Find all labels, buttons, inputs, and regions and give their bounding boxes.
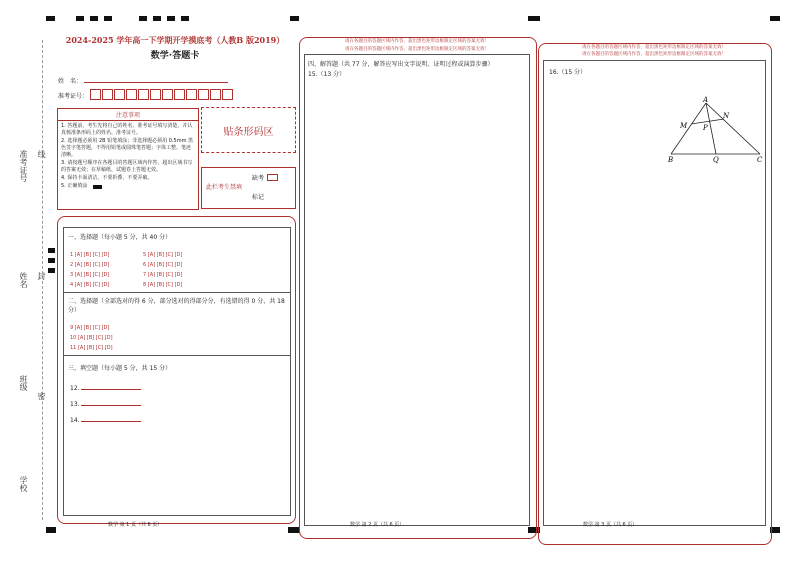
page-subtitle: 数学·答题卡 xyxy=(150,51,200,61)
side-label-tight: 密 xyxy=(37,392,46,400)
timing-mark xyxy=(90,16,98,21)
choice-row[interactable]: 3 [A] [B] [C] [D] xyxy=(70,272,110,278)
figure-label-n: N xyxy=(723,112,730,120)
figure-label-m: M xyxy=(680,122,688,130)
fill-blank-row[interactable]: 12. xyxy=(70,381,141,397)
timing-mark xyxy=(181,16,189,21)
section1-box xyxy=(63,227,291,293)
note-item: 3. 请按题号顺序在各题目的答题区域内作答，超出区域书写的答案无效；在草稿纸、试题卷上答题无效。 xyxy=(61,160,193,173)
side-label-name: 姓名 xyxy=(19,272,28,288)
id-cell[interactable] xyxy=(150,89,161,100)
id-cell[interactable] xyxy=(102,89,113,100)
name-field[interactable] xyxy=(84,82,228,83)
section3-box xyxy=(63,355,291,516)
warning-top-3b: 请在各题目的答题区域内作答，超出黑色矩形边框限定区域的答案无效！ xyxy=(582,52,726,57)
id-cell[interactable] xyxy=(162,89,173,100)
absent-checkbox[interactable] xyxy=(267,174,278,181)
id-cell[interactable] xyxy=(210,89,221,100)
note-item: 1. 答题前，考生先将自己的姓名、准考证号填写清楚，并认真核准条形码上的姓名、准考证号。 xyxy=(61,123,193,136)
footer-page-1: 数学 第 1 页（共 6 页） xyxy=(108,522,163,528)
choice-row[interactable]: 7 [A] [B] [C] [D] xyxy=(143,272,183,278)
section2-title: 二、选择题（全部选对的得 6 分，部分选对的得部分分，有选错的得 0 分，共 18 分） xyxy=(68,298,285,314)
timing-mark xyxy=(167,16,175,21)
name-label: 姓 名： xyxy=(58,76,228,85)
figure-label-b: B xyxy=(668,156,674,164)
id-cell[interactable] xyxy=(138,89,149,100)
side-label-line: 线 xyxy=(37,150,46,158)
choice-row[interactable]: 11 [A] [B] [C] [D] xyxy=(70,345,113,351)
timing-mark xyxy=(104,16,112,21)
note-item-fill-example: 5. 正确填涂 xyxy=(61,183,195,190)
section3-title: 三、填空题（每小题 5 分，共 15 分） xyxy=(68,365,172,372)
note-item: 2. 选择题必须用 2B 铅笔填涂；非选择题必须用 0.5mm 黑色签字笔答题，不得用铅笔或圆珠笔答题；字体工整、笔迹清晰。 xyxy=(61,138,194,158)
timing-mark xyxy=(48,248,55,253)
timing-mark xyxy=(290,16,299,21)
choice-row[interactable]: 8 [A] [B] [C] [D] xyxy=(143,282,183,288)
id-cell[interactable] xyxy=(114,89,125,100)
timing-mark xyxy=(46,16,55,21)
ticket-id-label: 准考证号： xyxy=(58,93,89,100)
choice-row[interactable]: 4 [A] [B] [C] [D] xyxy=(70,282,110,288)
question-16-label: 16.（15 分） xyxy=(549,69,587,76)
absent-box xyxy=(201,167,296,209)
id-cell[interactable] xyxy=(186,89,197,100)
warning-top-2b: 请在各题目的答题区域内作答，超出黑色矩形边框限定区域的答案无效！ xyxy=(345,47,489,52)
fill-blank-row[interactable]: 13. xyxy=(70,397,141,413)
figure-label-q: Q xyxy=(713,156,719,164)
note-item: 4. 保持卡面清洁，不要折叠、不要弄破。 xyxy=(61,175,153,181)
section4-title: 四、解答题（共 77 分，解答应写出文字说明、证明过程或演算步骤） xyxy=(308,61,494,68)
footer-page-2: 数学 第 2 页（共 6 页） xyxy=(350,522,405,528)
choice-row[interactable]: 10 [A] [B] [C] [D] xyxy=(70,335,113,341)
figure-label-p: P xyxy=(703,124,708,132)
id-cell[interactable] xyxy=(90,89,101,100)
choice-row[interactable]: 5 [A] [B] [C] [D] xyxy=(143,252,183,258)
side-label-school: 学校 xyxy=(19,476,28,492)
timing-mark xyxy=(76,16,84,21)
id-cell[interactable] xyxy=(198,89,209,100)
warning-top-3: 请在各题目的答题区域内作答，超出黑色矩形边框限定区域的答案无效！ xyxy=(582,45,726,50)
filled-mark-sample xyxy=(93,185,102,189)
absent-mark-label: 标记 xyxy=(252,194,265,201)
timing-mark xyxy=(153,16,161,21)
choice-row[interactable]: 6 [A] [B] [C] [D] xyxy=(143,262,183,268)
figure-label-c: C xyxy=(757,156,763,164)
binding-line xyxy=(42,40,43,520)
section2-box xyxy=(63,291,291,356)
timing-mark xyxy=(139,16,147,21)
id-cell[interactable] xyxy=(174,89,185,100)
absent-note: 此栏考生禁填 xyxy=(206,184,243,191)
notes-title: 注意事项 xyxy=(58,109,198,121)
side-label-seal: 封 xyxy=(37,272,46,280)
timing-mark xyxy=(46,527,56,533)
page-title: 2024-2025 学年高一下学期开学摸底考（人教B 版2019） xyxy=(65,35,285,45)
footer-page-3: 数学 第 3 页（共 6 页） xyxy=(583,522,638,528)
timing-mark xyxy=(528,16,540,21)
choice-row[interactable]: 1 [A] [B] [C] [D] xyxy=(70,252,110,258)
section4-box[interactable] xyxy=(304,54,530,526)
timing-mark xyxy=(48,258,55,263)
section1-title: 一、选择题（每小题 5 分，共 40 分） xyxy=(68,234,172,241)
ticket-id-row xyxy=(58,89,234,102)
triangle-figure xyxy=(660,94,770,166)
id-cell[interactable] xyxy=(126,89,137,100)
absent-label: 缺考 xyxy=(252,175,265,182)
barcode-area: 贴条形码区 xyxy=(201,107,296,153)
side-label-class: 班级 xyxy=(19,375,28,391)
side-label-ticket: 准考证号 xyxy=(19,150,28,182)
warning-top-2: 请在各题目的答题区域内作答，超出黑色矩形边框限定区域的答案无效！ xyxy=(345,39,489,44)
figure-label-a: A xyxy=(703,96,709,104)
timing-mark xyxy=(48,268,55,273)
fill-blank-row[interactable]: 14. xyxy=(70,413,141,429)
choice-row[interactable]: 2 [A] [B] [C] [D] xyxy=(70,262,110,268)
question-15-label: 15.（13 分） xyxy=(308,71,346,78)
id-cell[interactable] xyxy=(222,89,233,100)
timing-mark xyxy=(770,16,780,21)
notes-box xyxy=(57,108,199,210)
choice-row[interactable]: 9 [A] [B] [C] [D] xyxy=(70,325,110,331)
